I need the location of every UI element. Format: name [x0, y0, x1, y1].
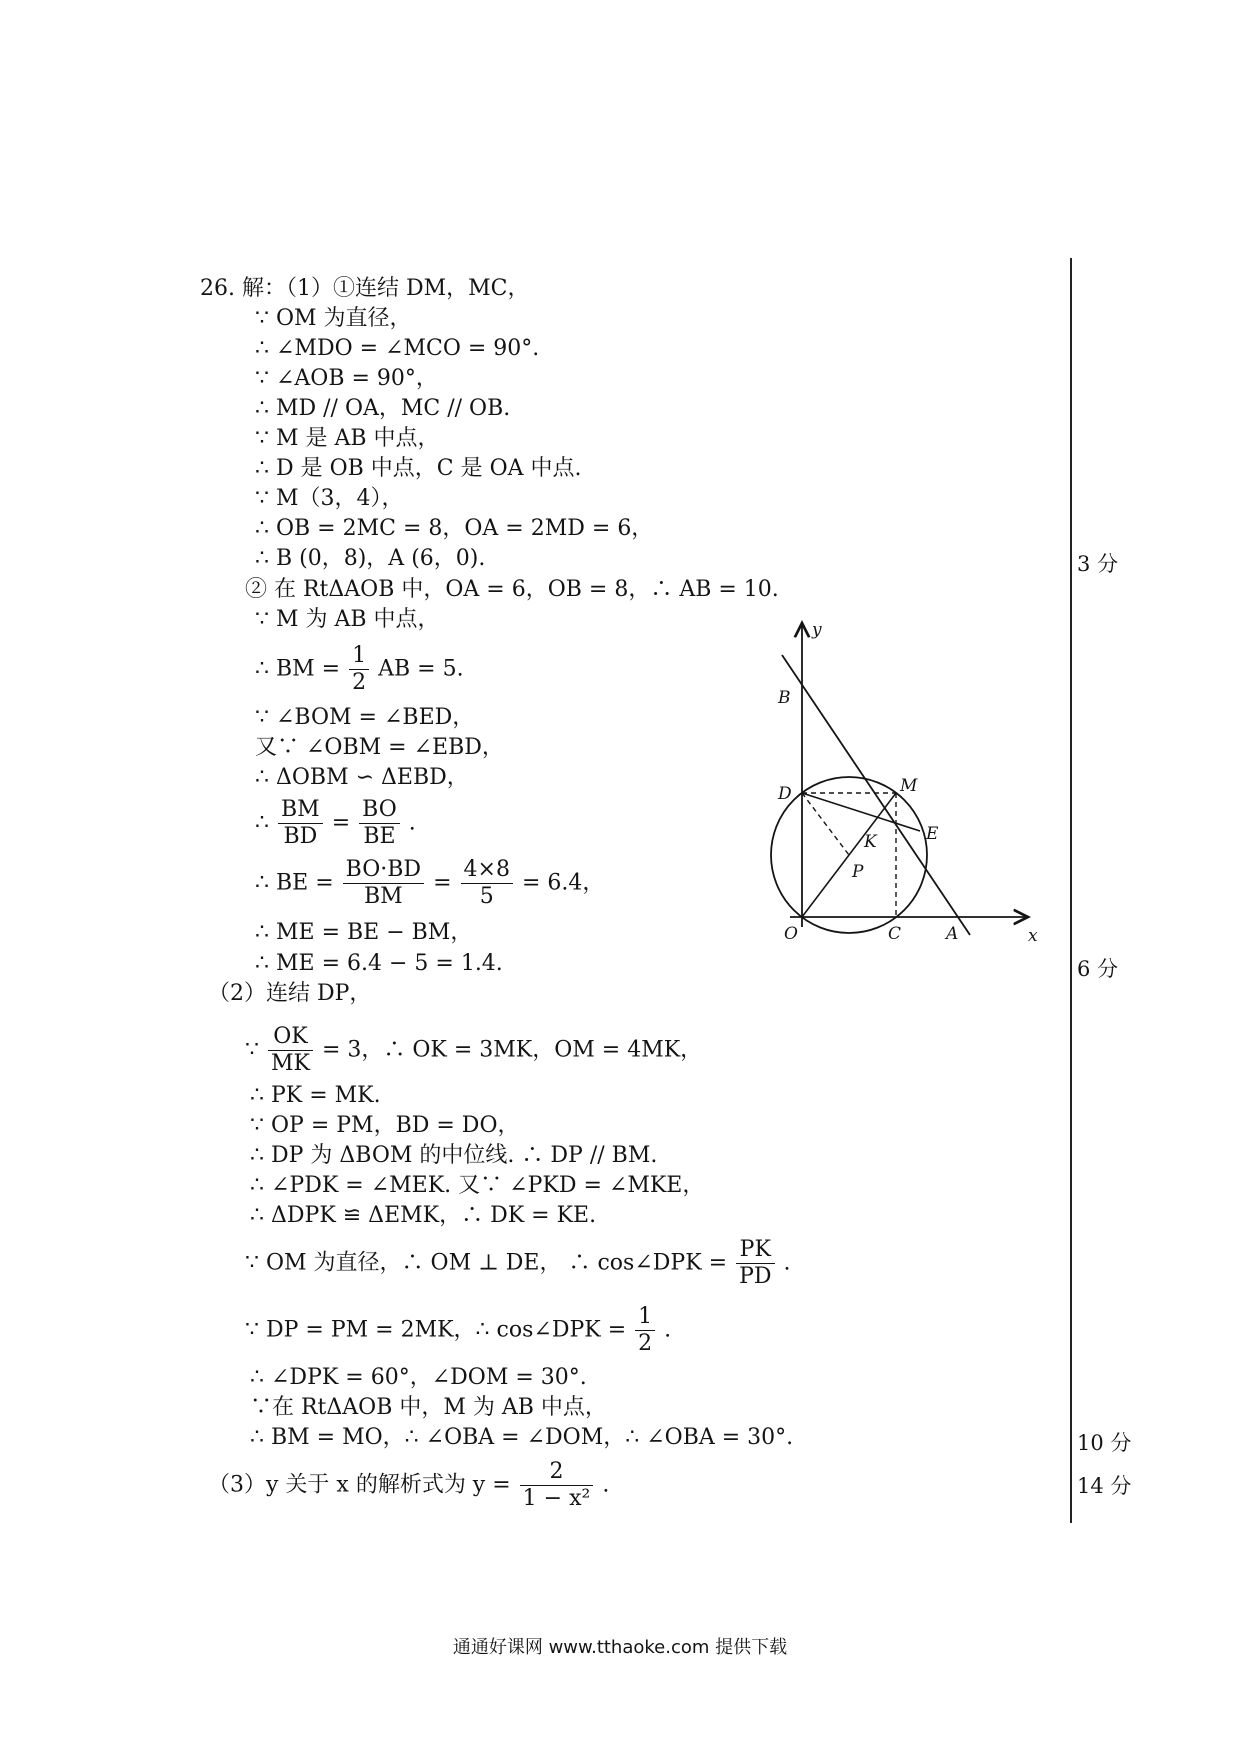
fraction	[736, 1237, 774, 1290]
fraction-denominator: 5	[479, 884, 494, 909]
step-line: ∴ ME = 6.4 − 5 = 1.4.	[255, 951, 503, 976]
step-line: ∴ PK = MK.	[250, 1083, 381, 1108]
label-d: D	[778, 784, 792, 804]
expr-text: .	[602, 1472, 610, 1498]
step-line: ∵ OP = PM，BD = DO，	[250, 1113, 520, 1138]
label-y: y	[812, 620, 822, 640]
step-line: ∴ ME = BE − BM，	[255, 920, 473, 945]
step-line: ∵ M 是 AB 中点，	[255, 426, 440, 451]
expr-text: = 3，∴ OK = 3MK，OM = 4MK，	[321, 1037, 703, 1063]
step-line	[255, 643, 464, 696]
label-k: K	[864, 832, 877, 852]
label-p: P	[852, 862, 864, 882]
step-line: ∴ $\frac{BM}{BD}$ = $\frac{BO}{BE}$ .	[255, 797, 416, 849]
fraction-denominator: MK	[271, 1051, 310, 1076]
step-line: ∴ BM = MO，∴ ∠OBA = ∠DOM，∴ ∠OBA = 30°.	[250, 1425, 794, 1450]
step-line: ∴ D 是 OB 中点，C 是 OA 中点.	[255, 456, 582, 481]
expr-text: .	[408, 810, 416, 836]
fraction	[343, 857, 424, 910]
expr-text: =	[433, 870, 452, 896]
step-line: ∴ MD // OA，MC // OB.	[255, 396, 511, 421]
label-x: x	[1028, 926, 1038, 946]
step-line	[208, 1459, 609, 1512]
score-column-divider	[1070, 258, 1072, 1523]
expr-text: AB = 5.	[378, 656, 464, 682]
step-line: ∵ ∠BOM = ∠BED，	[255, 705, 475, 730]
step-line: ∴ ∠PDK = ∠MEK. 又∵ ∠PKD = ∠MKE，	[250, 1173, 705, 1198]
expr-text: ∵	[245, 1037, 259, 1063]
fraction-numerator: 4×8	[461, 857, 513, 884]
fraction-denominator: 2	[638, 1331, 653, 1356]
step-line: ∴ DP 为 ΔBOM 的中位线. ∴ DP // BM.	[250, 1143, 658, 1168]
label-b: B	[778, 688, 791, 708]
fraction-numerator: BO·BD	[343, 857, 424, 884]
fraction-numerator: BM	[278, 797, 323, 824]
score-label: 6 分	[1077, 957, 1119, 981]
step-line: ∵ M 为 AB 中点，	[255, 607, 440, 632]
expr-text: .	[664, 1317, 672, 1343]
step-line: ∵在 RtΔAOB 中，M 为 AB 中点，	[250, 1395, 607, 1420]
step-line: ∴ B (0，8)，A (6，0).	[255, 546, 486, 571]
fraction-denominator: BM	[364, 884, 403, 909]
step-line: ∴ ∠MDO = ∠MCO = 90°.	[255, 336, 540, 361]
label-a: A	[946, 924, 959, 944]
fraction-numerator: 1	[635, 1304, 655, 1331]
fraction-denominator: BE	[363, 824, 396, 849]
expr-text: ∴	[255, 810, 269, 836]
page-footer: 通通好课网 www.tthaoke.com 提供下载	[452, 1637, 788, 1658]
fraction-numerator: PK	[736, 1237, 774, 1264]
fraction-denominator: 2	[352, 670, 367, 695]
label-c: C	[888, 924, 902, 944]
expr-text: = 6.4，	[521, 870, 605, 896]
score-label: 14 分	[1077, 1474, 1132, 1498]
fraction	[278, 797, 323, 850]
step-line: ② 在 RtΔAOB 中，OA = 6，OB = 8，∴ AB = 10.	[245, 577, 779, 602]
fraction-denominator: 1 − x²	[522, 1486, 591, 1511]
fraction-denominator: BD	[283, 824, 318, 849]
step-line: ∴ ΔOBM ∽ ΔEBD，	[255, 765, 469, 790]
expr-text: ∴ BE =	[255, 870, 334, 896]
expr-text: （3）y 关于 x 的解析式为 y =	[208, 1472, 511, 1498]
fraction-denominator: PD	[739, 1264, 772, 1289]
fraction-numerator: BO	[359, 797, 400, 824]
fraction-numerator: 2	[520, 1459, 594, 1486]
step-line: ∵ ∠AOB = 90°，	[255, 366, 438, 391]
expr-text: ∵ OM 为直径，∴ OM ⊥ DE， ∴ cos∠DPK =	[245, 1250, 728, 1276]
expr-text: ∴ BM =	[255, 656, 341, 682]
step-line: （2）连结 DP，	[208, 981, 372, 1006]
expr-text: ∵ DP = PM = 2MK，∴ cos∠DPK =	[245, 1317, 627, 1343]
step-line	[245, 1024, 702, 1077]
step-line: ∴ ∠DPK = 60°，∠DOM = 30°.	[250, 1365, 587, 1390]
label-e: E	[926, 824, 939, 844]
step-line	[255, 857, 604, 910]
step-line: 又∵ ∠OBM = ∠EBD，	[255, 735, 504, 760]
fraction	[349, 643, 369, 696]
step-line: ∵ OM 为直径，	[255, 306, 412, 331]
step-line: ∴ OB = 2MC = 8，OA = 2MD = 6，	[255, 516, 654, 541]
geometry-figure	[760, 615, 1060, 955]
step-line	[245, 1237, 791, 1290]
segment-dp	[802, 793, 849, 855]
step-line	[245, 1304, 671, 1357]
fraction	[359, 797, 400, 850]
fraction	[461, 857, 513, 910]
step-line: ∴ ΔDPK ≌ ΔEMK，∴ DK = KE.	[250, 1203, 597, 1228]
fraction	[635, 1304, 655, 1357]
solution-heading: 26. 解：（1）①连结 DM，MC，	[200, 276, 530, 301]
score-label: 3 分	[1077, 552, 1119, 576]
step-line: ∵ M（3，4），	[255, 486, 404, 511]
fraction-numerator: 1	[349, 643, 369, 670]
expr-text: .	[783, 1250, 791, 1276]
fraction-numerator: OK	[268, 1024, 313, 1051]
label-m: M	[900, 776, 918, 796]
score-label: 10 分	[1077, 1431, 1132, 1455]
fraction	[520, 1459, 594, 1512]
label-o: O	[784, 924, 798, 944]
fraction	[268, 1024, 313, 1077]
